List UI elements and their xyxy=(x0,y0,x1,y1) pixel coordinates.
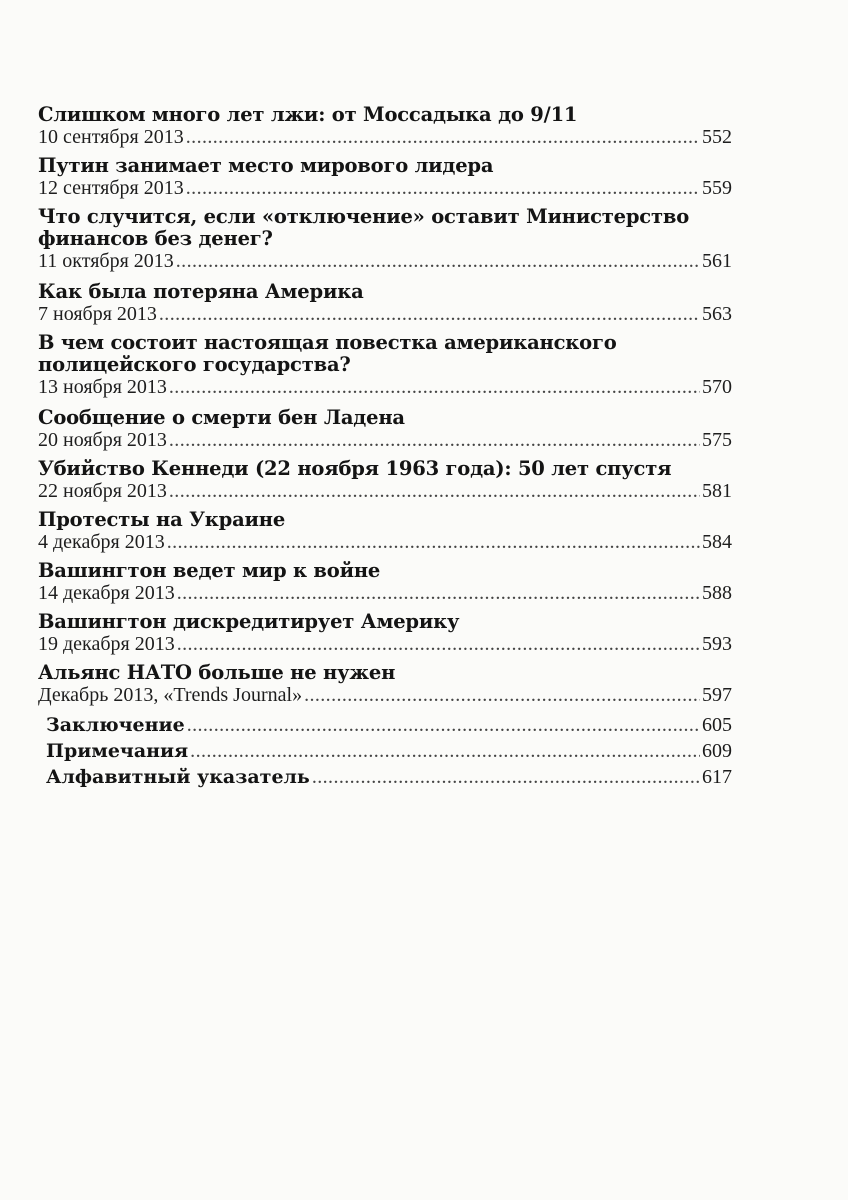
entry-date: 20 ноября 2013 xyxy=(38,429,167,451)
entry-date: 4 декабря 2013 xyxy=(38,531,165,553)
entry-date-line xyxy=(38,177,732,199)
page-number: 581 xyxy=(702,480,732,502)
page-number: 593 xyxy=(702,633,732,655)
entry-date-line xyxy=(38,250,732,272)
entry-title: Вашингтон дискредитирует Америку xyxy=(38,610,460,633)
page-number: 609 xyxy=(702,740,732,762)
entry-title: Как была потеряна Америка xyxy=(38,280,364,303)
dot-leader xyxy=(169,429,700,451)
dot-leader xyxy=(177,633,700,655)
toc-entry xyxy=(38,509,732,553)
toc-entry xyxy=(38,662,732,706)
toc-entry xyxy=(38,458,732,502)
page-number: 597 xyxy=(702,684,732,706)
entry-title: Убийство Кеннеди (22 ноября 1963 года): 50 лет спустя xyxy=(38,457,672,480)
entry-date: 13 ноября 2013 xyxy=(38,376,167,398)
dot-leader xyxy=(187,714,700,737)
entry-title-line-1: В чем состоит настоящая повестка американского xyxy=(38,331,617,354)
dot-leader xyxy=(186,177,700,199)
toc-entry xyxy=(38,560,732,604)
entry-title-line-2: финансов без денег? xyxy=(38,227,273,250)
page-number: 617 xyxy=(702,766,732,788)
entry-date-line xyxy=(38,582,732,604)
entry-date: 7 ноября 2013 xyxy=(38,303,157,325)
entry-title-line-1: Что случится, если «отключение» оставит Министерство xyxy=(38,205,690,228)
entry-date: 11 октября 2013 xyxy=(38,250,174,272)
entry-title: Альянс НАТО больше не нужен xyxy=(38,661,396,684)
dot-leader xyxy=(169,480,700,502)
toc-entry xyxy=(38,611,732,655)
page-number: 584 xyxy=(702,531,732,553)
dot-leader xyxy=(312,766,700,789)
toc-section-notes xyxy=(46,739,732,763)
entry-title: Путин занимает место мирового лидера xyxy=(38,154,494,177)
entry-date-line xyxy=(38,376,732,398)
page-number: 563 xyxy=(702,303,732,325)
entry-date-line xyxy=(38,480,732,502)
dot-leader xyxy=(186,126,700,148)
page-number: 575 xyxy=(702,429,732,451)
entry-date: 12 сентября 2013 xyxy=(38,177,184,199)
section-title: Примечания xyxy=(46,740,189,762)
entry-date: 10 сентября 2013 xyxy=(38,126,184,148)
toc-section-index xyxy=(46,765,732,789)
entry-title: Слишком много лет лжи: от Моссадыка до 9/11 xyxy=(38,103,578,126)
dot-leader xyxy=(159,303,700,325)
entry-date: 19 декабря 2013 xyxy=(38,633,175,655)
dot-leader xyxy=(167,531,700,553)
dot-leader xyxy=(177,582,700,604)
toc-entry xyxy=(38,332,732,398)
dot-leader xyxy=(176,250,700,272)
toc-entry xyxy=(38,206,732,272)
page-number: 561 xyxy=(702,250,732,272)
entry-title: Протесты на Украине xyxy=(38,508,286,531)
dot-leader xyxy=(190,740,700,763)
entry-date-line xyxy=(38,126,732,148)
page-number: 570 xyxy=(702,376,732,398)
entry-date: 14 декабря 2013 xyxy=(38,582,175,604)
section-title: Алфавитный указатель xyxy=(46,766,310,788)
toc-entry xyxy=(38,281,732,325)
dot-leader xyxy=(169,376,700,398)
entry-date-line xyxy=(38,429,732,451)
toc-entry xyxy=(38,407,732,451)
entry-title-line-2: полицейского государства? xyxy=(38,353,351,376)
page-number: 588 xyxy=(702,582,732,604)
dot-leader xyxy=(304,684,700,706)
entry-date-line xyxy=(38,684,732,706)
entry-date: Декабрь 2013, «Trends Journal» xyxy=(38,684,303,706)
entry-date-line xyxy=(38,303,732,325)
table-of-contents xyxy=(38,104,732,789)
page-number: 552 xyxy=(702,126,732,148)
entry-date-line xyxy=(38,531,732,553)
section-title: Заключение xyxy=(46,714,185,736)
page-number: 559 xyxy=(702,177,732,199)
entry-title: Вашингтон ведет мир к войне xyxy=(38,559,381,582)
toc-section-conclusion xyxy=(46,713,732,737)
toc-entry xyxy=(38,155,732,199)
entry-title: Сообщение о смерти бен Ладена xyxy=(38,406,405,429)
entry-date-line xyxy=(38,633,732,655)
toc-entry xyxy=(38,104,732,148)
page-number: 605 xyxy=(702,714,732,736)
entry-date: 22 ноября 2013 xyxy=(38,480,167,502)
